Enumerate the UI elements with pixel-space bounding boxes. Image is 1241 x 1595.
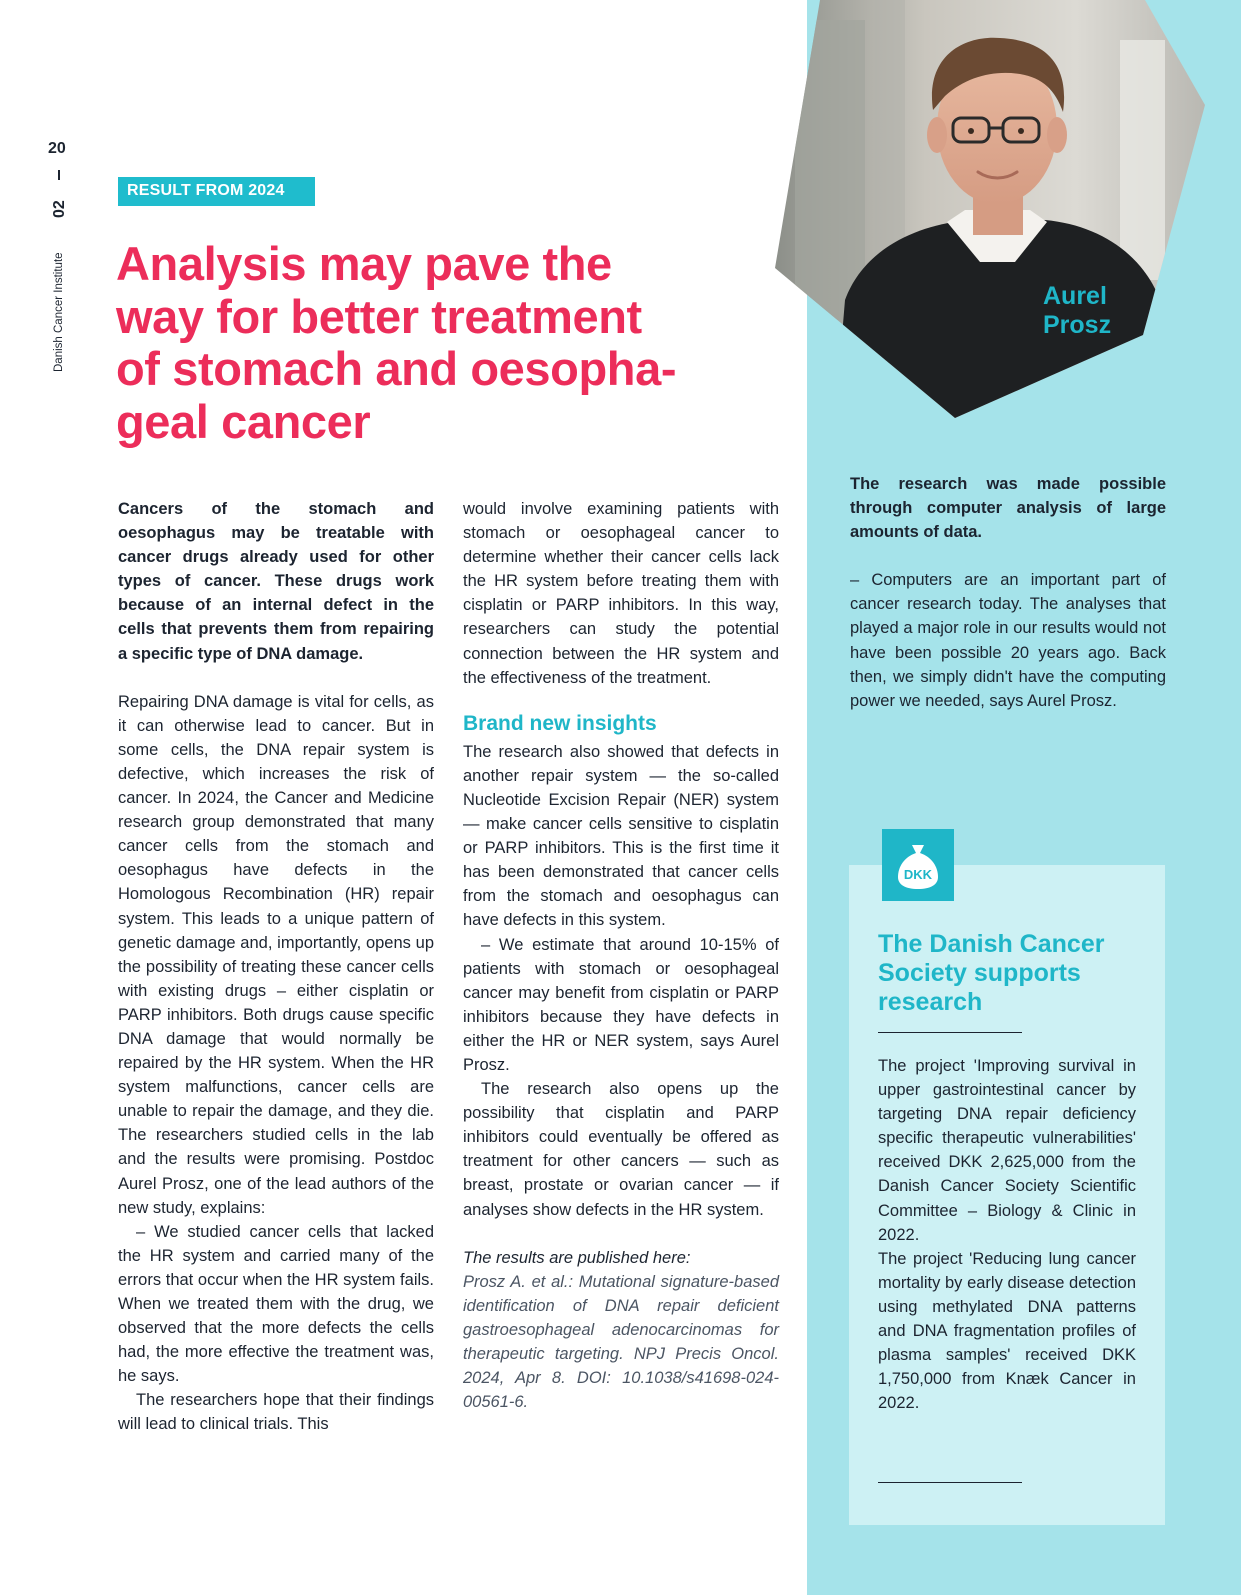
title-line: of stomach and oesopha-: [116, 342, 677, 395]
article-column-1: [118, 497, 434, 1437]
portrait-photo: [775, 0, 1205, 420]
info-box-text: [878, 1054, 1136, 1415]
body-paragraph: – We studied cancer cells that lacked the HR system and carried many of the errors that occur when the HR system fails. When we treated them with the drug, we observed that the more defects the cells had, the more effective the treatment was, he says.: [118, 1222, 434, 1386]
sidebar-quote: – Computers are an important part of cancer research today. The analyses that played a major role in our results would not have been possible 20 years ago. Back then, we simply didn't have the computing power we needed, says Aurel Prosz.: [850, 571, 1166, 710]
body-paragraph: Repairing DNA damage is vital for cells, as it can otherwise lead to cancer. But in some cells, the DNA repair system is defective, which increases the risk of cancer. In 2024, the Cancer and Medicine research group demonstrated that many cancer cells from the stomach and oesophagus have defects in the Homologous Recombination (HR) repair system. This leads to a unique pattern of genetic damage and, importantly, opens up the possibility of treating these cancer cells with existing drugs – either cisplatin or PARP inhibitors. Both drugs cause specific DNA damage that would normally be repaired by the HR system. When the HR system malfunctions, cancer cells are unable to repair the damage, and they die. The researchers studied cells in the lab and the results were promising. Postdoc Aurel Prosz, one of the lead authors of the new study, explains:: [118, 692, 434, 1217]
body-paragraph: The research also opens up the possibility that cisplatin and PARP inhibitors could eventually be offered as treatment for other cancers — such as breast, prostate or ovarian cancer — if analyses show defects in the HR system.: [463, 1080, 779, 1219]
info-box-title: The Danish Cancer Society supports research: [878, 930, 1105, 1016]
sidebar-text: [850, 472, 1166, 713]
article-title: [116, 238, 776, 448]
body-paragraph: The research also showed that defects in another repair system — the so-called Nucleotide Excision Repair (NER) system — make cancer cells sensitive to cisplatin or PARP inhibitors. This is the first time it has been demonstrated that cancer cells from the stomach and oesophagus can have defects in this system.: [463, 742, 779, 930]
sidebar-bold-statement: The research was made possible through computer analysis of large amounts of data.: [850, 475, 1166, 542]
citation: Prosz A. et al.: Mutational signature-based identification of DNA repair deficient gastroesophageal adenocarcinomas for therapeutic targeting. NPJ Precis Oncol. 2024, Apr 8. DOI: 10.1038/s41698-024-00561-6.: [463, 1272, 779, 1412]
section-number: 02: [51, 200, 68, 218]
title-line: geal cancer: [116, 394, 371, 448]
section-subheading: Brand new insights: [463, 711, 657, 735]
body-paragraph: The researchers hope that their findings will lead to clinical trials. This: [118, 1391, 434, 1434]
funding-paragraph: The project 'Improving survival in upper gastrointestinal cancer by targeting DNA repair deficiency specific therapeutic vulnerabilities' received DKK 2,625,000 from the Danish Cancer Society Scientific Committee – Biology & Clinic in 2022.: [878, 1057, 1136, 1244]
citation-heading: The results are published here:: [463, 1248, 691, 1267]
body-paragraph-continued: would involve examining patients with stomach or oesophageal cancer to determine whether their cancer cells lack the HR system before treating them with cisplatin or PARP inhibitors. In this way, researchers can study the potential connection between the HR system and the effectiveness of the treatment.: [463, 500, 779, 687]
header-separator: [58, 170, 60, 180]
info-box-rule-bottom: [878, 1482, 1022, 1483]
body-paragraph: – We estimate that around 10-15% of patients with stomach or oesophageal cancer may benefit from cisplatin or PARP inhibitors because they have defects in either the HR or NER system, says Aurel Prosz.: [463, 935, 779, 1074]
info-box-rule-top: [878, 1032, 1022, 1033]
funding-paragraph: The project 'Reducing lung cancer mortality by early disease detection using methylated DNA patterns and DNA fragmentation profiles of plasma samples' received DKK 1,750,000 from Knæk Cancer in 2022.: [878, 1249, 1136, 1413]
title-line: Analysis may pave the: [116, 237, 612, 290]
article-column-2: [463, 497, 779, 1414]
photo-caption-name: Aurel Prosz: [1043, 282, 1112, 339]
institute-name: Danish Cancer Institute: [53, 252, 65, 372]
dkk-logo-text: DKK: [903, 867, 933, 882]
result-tag: RESULT FROM 2024: [118, 177, 315, 206]
lead-paragraph: Cancers of the stomach and oesophagus may be treatable with cancer drugs already used for other types of cancer. These drugs work because of an internal defect in the cells that prevents them from repairing a specific type of DNA damage.: [118, 500, 434, 663]
page-number: 20: [48, 140, 66, 157]
dkk-bag-icon: [882, 829, 954, 901]
title-line: way for better treatment: [116, 289, 642, 343]
